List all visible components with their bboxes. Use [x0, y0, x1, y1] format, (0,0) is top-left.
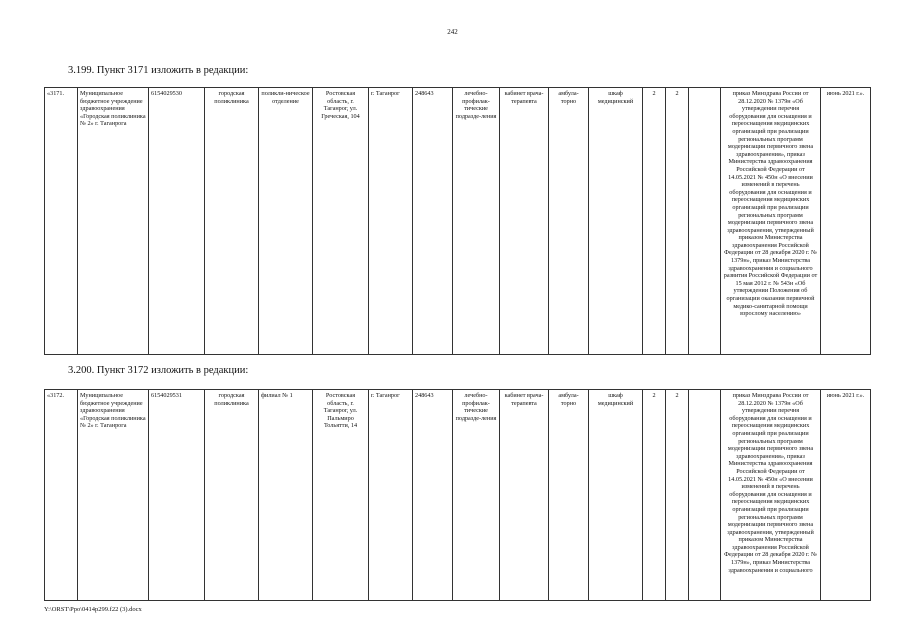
file-path-footer: Y:\ORST\Ppo\0414p299.f22 (3).docx	[44, 606, 142, 613]
quantity-2: 2	[666, 390, 689, 601]
organization-code: 6154029531	[149, 390, 205, 601]
postal-index: 248643	[413, 88, 453, 355]
organization-type: городская поликлиника	[205, 88, 259, 355]
legal-basis: приказ Минздрава России от 28.12.2020 № 1379н «Об утверждении перечня оборудования для оснащения и переоснащения медицинских организаций при реализации региональных программ модернизации первичного звена здравоохранения», приказ Министерства здравоохранения Российской Федерации от 14.05.2021 № 450н «О внесении изменений в перечень оборудования для оснащения и переоснащения медицинских организаций при реализации региональных программ модернизации первичного звена здравоохранения, утвержденный приказом Министерства здравоохранения Российской Федерации от 28 декабря 2020 г. № 1379н», приказ Министерства здравоохранения и социального	[721, 390, 821, 601]
quantity-1: 2	[643, 88, 666, 355]
table-row	[45, 88, 871, 355]
organization-code: 6154029530	[149, 88, 205, 355]
deadline: июнь 2021 г.».	[821, 88, 871, 355]
blank-cell	[689, 390, 721, 601]
section-heading: 3.200. Пункт 3172 изложить в редакции:	[68, 365, 249, 376]
department: поликли-ническое отделение	[259, 88, 313, 355]
table-row	[45, 390, 871, 601]
department: филиал № 1	[259, 390, 313, 601]
equipment-table	[44, 87, 871, 355]
address: Ростовская область, г. Таганрог, ул. Пальмиро Тольятти, 14	[313, 390, 369, 601]
equipment-table	[44, 389, 871, 601]
quantity-1: 2	[643, 390, 666, 601]
page-number: 242	[447, 28, 458, 36]
organization-name: Муниципальное бюджетное учреждение здравоохранения «Городская поликлиника № 2» г. Таганрога	[78, 390, 149, 601]
city: г. Таганрог	[369, 88, 413, 355]
organization-type: городская поликлиника	[205, 390, 259, 601]
postal-index: 248643	[413, 390, 453, 601]
section-heading: 3.199. Пункт 3171 изложить в редакции:	[68, 65, 249, 76]
equipment-name: шкаф медицинский	[589, 88, 643, 355]
care-type: амбула-торно	[549, 88, 589, 355]
row-number: «3171.	[45, 88, 78, 355]
equipment-name: шкаф медицинский	[589, 390, 643, 601]
room: кабинет врача-терапевта	[500, 88, 549, 355]
organization-name: Муниципальное бюджетное учреждение здравоохранения «Городская поликлиника № 2» г. Таганрога	[78, 88, 149, 355]
address: Ростовская область, г. Таганрог, ул. Греческая, 104	[313, 88, 369, 355]
room: кабинет врача-терапевта	[500, 390, 549, 601]
unit-purpose: лечебно-профилак-тические подразде-ления	[453, 390, 500, 601]
blank-cell	[689, 88, 721, 355]
row-number: «3172.	[45, 390, 78, 601]
quantity-2: 2	[666, 88, 689, 355]
unit-purpose: лечебно-профилак-тические подразде-ления	[453, 88, 500, 355]
city: г. Таганрог	[369, 390, 413, 601]
legal-basis: приказ Минздрава России от 28.12.2020 № 1379н «Об утверждении перечня оборудования для оснащения и переоснащения медицинских организаций при реализации региональных программ модернизации первичного звена здравоохранения», приказ Министерства здравоохранения Российской Федерации от 14.05.2021 № 450н «О внесении изменений в перечень оборудования для оснащения и переоснащения медицинских организаций при реализации региональных программ модернизации первичного звена здравоохранения, утвержденный приказом Министерства здравоохранения Российской Федерации от 28 декабря 2020 г. № 1379н», приказ Министерства здравоохранения и социального развития Российской Федерации от 15 мая 2012 г. № 543н «Об утверждении Положения об организации оказания первичной медико-санитарной помощи взрослому населению»	[721, 88, 821, 355]
care-type: амбула-торно	[549, 390, 589, 601]
deadline: июнь 2021 г.».	[821, 390, 871, 601]
